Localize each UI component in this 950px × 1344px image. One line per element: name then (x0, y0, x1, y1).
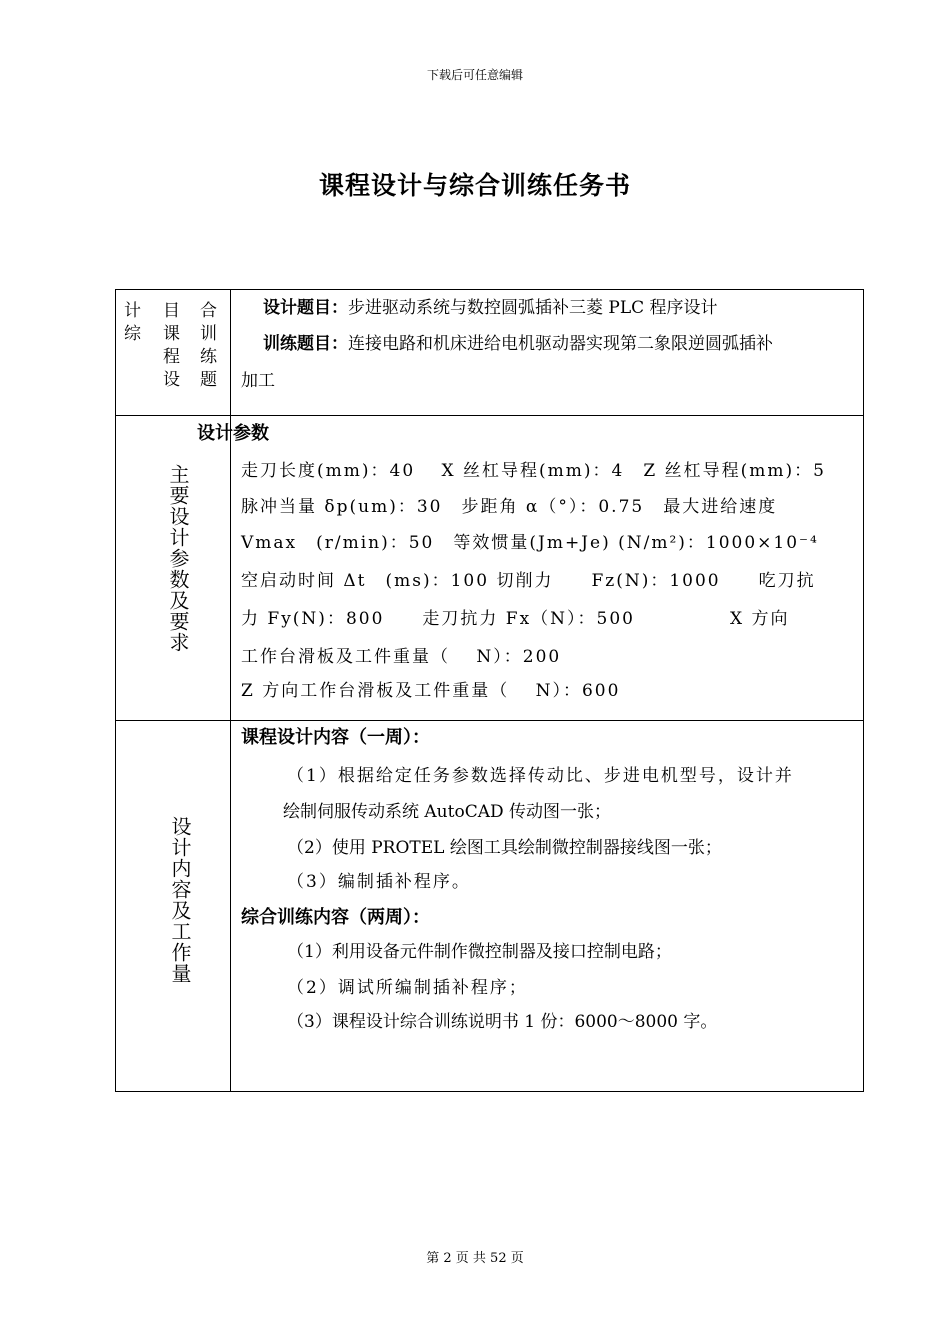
topic-row (116, 290, 864, 416)
params-content-cell (197, 416, 864, 721)
design-topic-value: 步进驱动系统与数控圆弧插补三菱 PLC 程序设计 (348, 298, 718, 318)
topic-label-char: 训 (200, 324, 217, 344)
params-label-cell (116, 416, 231, 721)
params-row (116, 416, 864, 721)
topic-label-char: 目 (163, 301, 180, 321)
training-item: （1）利用设备元件制作微控制器及接口控制电路； (287, 942, 672, 962)
training-topic-line (263, 329, 773, 354)
page-header-note: 下载后可任意编辑 (426, 68, 523, 82)
param-line: Vmax (r/min)：50 等效惯量(Jm+Je) (N/m²)：1000×10⁻⁴ (241, 533, 819, 553)
topic-label-char: 综 (124, 324, 141, 344)
param-line: 工作台滑板及工件重量（ N）：200 (241, 647, 562, 667)
training-item: （3）课程设计综合训练说明书 1 份：6000～8000 字。 (287, 1012, 718, 1032)
topic-label-char: 设 (163, 370, 180, 390)
param-line: Z 方向工作台滑板及工件重量（ N）：600 (241, 681, 621, 701)
topic-label-cell (116, 290, 231, 416)
document-title: 课程设计与综合训练任务书 (318, 171, 631, 200)
course-item: （1）根据给定任务参数选择传动比、步进电机型号，设计并 (287, 766, 794, 786)
training-heading: 综合训练内容（两周）： (241, 907, 430, 928)
design-topic-label: 设计题目： (263, 298, 348, 318)
param-line: 脉冲当量 δp(um)：30 步距角 α（°）：0.75 最大进给速度 (241, 497, 778, 517)
design-topic-line (263, 293, 718, 318)
topic-label-char: 题 (200, 370, 217, 390)
topic-label-char: 课 (163, 324, 180, 344)
param-line: 空启动时间 Δt (ms)：100 切削力 Fz(N)：1000 吃刀抗 (241, 571, 816, 591)
task-table (115, 289, 864, 1092)
workload-label-cell (116, 721, 231, 1092)
workload-content-cell (231, 721, 864, 1092)
topic-label (116, 290, 230, 415)
workload-row (116, 721, 864, 1092)
params-heading: 设计参数 (197, 423, 269, 444)
topic-label-char: 合 (200, 301, 217, 321)
topic-label-char: 计 (124, 301, 141, 321)
course-item: （3）编制插补程序。 (287, 872, 471, 892)
topic-label-char: 练 (200, 347, 217, 367)
topic-content-cell (231, 290, 864, 416)
params-label: 主要设计参数及要求 (166, 464, 190, 653)
course-item: 绘制伺服传动系统 AutoCAD 传动图一张； (283, 802, 612, 822)
page-footer-note: 第 2 页 共 52 页 (426, 1251, 524, 1266)
course-item: （2）使用 PROTEL 绘图工具绘制微控制器接线图一张； (287, 838, 722, 858)
workload-label: 设计内容及工作量 (168, 816, 192, 984)
param-line: 走刀长度(mm)：40 X 丝杠导程(mm)：4 Z 丝杠导程(mm)：5 (241, 461, 826, 481)
training-topic-label: 训练题目： (263, 334, 348, 354)
param-line: 力 Fy(N)：800 走刀抗力 Fx（N）：500 X 方向 (241, 609, 790, 629)
topic-label-char: 程 (163, 347, 180, 367)
training-topic-cont: 加工 (241, 371, 275, 391)
training-topic-value: 连接电路和机床进给电机驱动器实现第二象限逆圆弧插补 (348, 334, 773, 354)
course-heading: 课程设计内容（一周）： (241, 727, 430, 748)
training-item: （2）调试所编制插补程序； (287, 978, 528, 998)
